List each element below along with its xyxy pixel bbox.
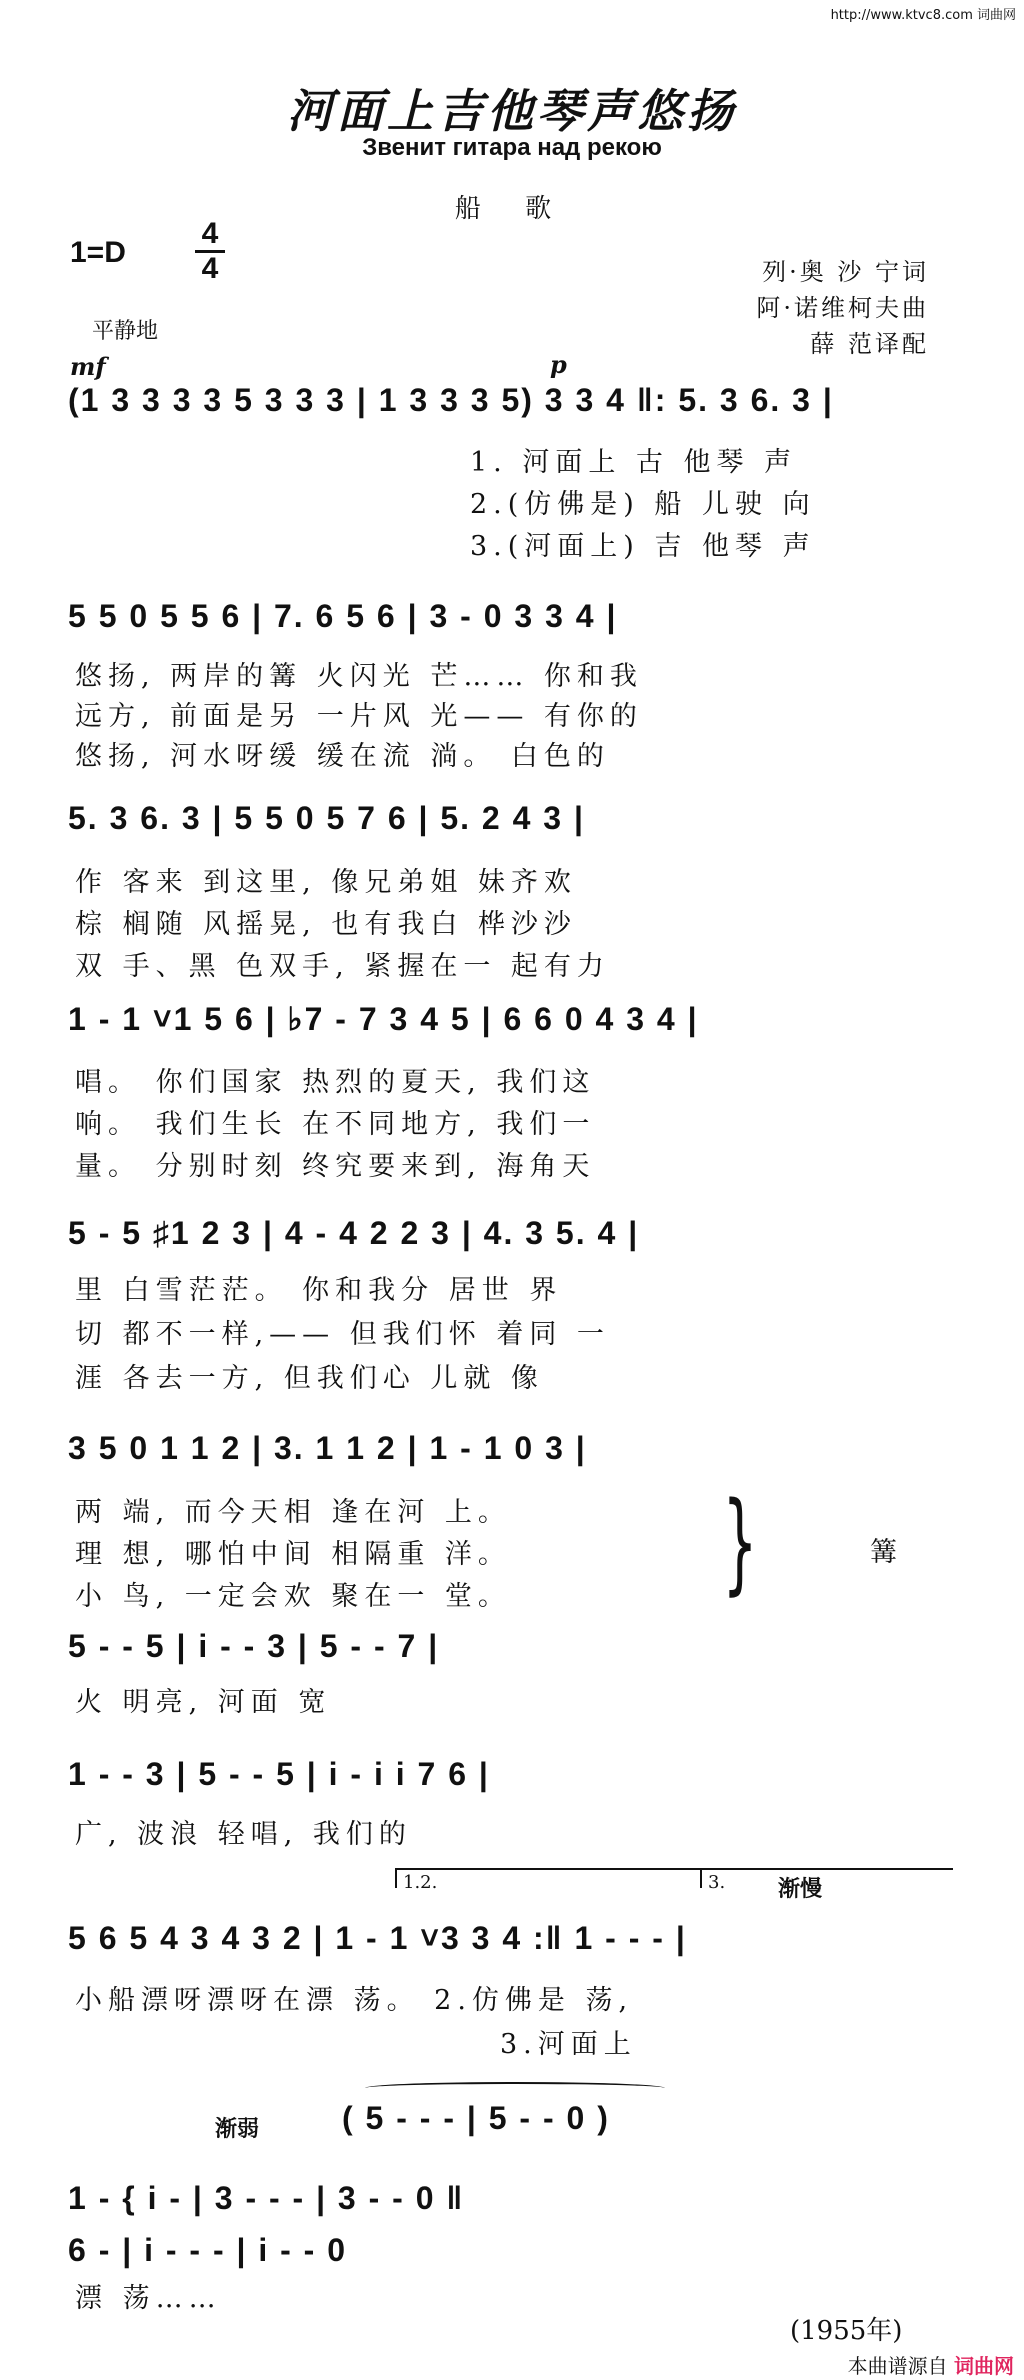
lyric-line: 广, 波浪 轻唱, 我们的	[75, 1819, 412, 1850]
year-label: (1955年)	[790, 2316, 903, 2346]
right-brace-icon: }	[722, 1478, 758, 1606]
credit-composer: 阿·诺维柯夫曲	[756, 294, 929, 322]
lyric-line: 响。 我们生长 在不同地方, 我们一	[75, 1109, 596, 1140]
lyric-line: 3.(河面上) 吉 他琴 声	[470, 531, 816, 562]
notation-row: 5 6 5 4 3 4 3 2 | 1 - 1 ˅3 3 4 :‖ 1 - - - |	[68, 1920, 687, 1956]
tie-arc	[365, 2082, 665, 2094]
notation-row: 5 5 0 5 5 6 | 7. 6 5 6 | 3 - 0 3 3 4 |	[68, 598, 618, 634]
volta-first-ending: 1.2.	[395, 1868, 703, 1888]
lyric-line: 小船漂呀漂呀在漂 荡。 2.仿佛是 荡,	[75, 1985, 634, 2016]
lyric-line: 唱。 你们国家 热烈的夏天, 我们这	[75, 1067, 596, 1098]
dim-mark: 渐弱	[215, 2116, 260, 2142]
notation-row: 3 5 0 1 1 2 | 3. 1 1 2 | 1 - 1 0 3 |	[68, 1430, 587, 1466]
lyric-line: 棕 榈随 风摇晃, 也有我白 桦沙沙	[75, 909, 577, 940]
notation-row: (1 3 3 3 3 5 3 3 3 | 1 3 3 3 5) 3 3 4 ‖: 5. 3 6. 3 |	[68, 382, 834, 418]
dynamic-mf: mf	[70, 352, 106, 381]
notation-row: 5. 3 6. 3 | 5 5 0 5 7 6 | 5. 2 4 3 |	[68, 800, 585, 836]
time-signature	[195, 217, 225, 285]
lyric-line: 远方, 前面是另 一片风 光—— 有你的	[75, 701, 643, 732]
credit-lyricist: 列·奥 沙 宁词	[762, 258, 929, 286]
meter-bottom: 4	[201, 252, 219, 285]
credit-translator: 薛 范译配	[810, 330, 929, 358]
lyric-line: 3.河面上	[500, 2029, 637, 2060]
notation-row: 5 - 5 ♯1 2 3 | 4 - 4 2 2 3 | 4. 3 5. 4 |	[68, 1215, 640, 1251]
lyric-line: 悠扬, 两岸的篝 火闪光 芒…… 你和我	[75, 661, 643, 692]
lyric-line: 量。 分别时刻 终究要来到, 海角天	[75, 1151, 596, 1182]
key-signature: 1=D	[70, 236, 126, 269]
lyric-line: 里 白雪茫茫。 你和我分 居世 界	[75, 1275, 563, 1306]
song-subtitle: Звенит гитара над рекою	[362, 134, 662, 161]
lyric-line: 理 想, 哪怕中间 相隔重 洋。	[75, 1539, 511, 1570]
lyric-line: 2.(仿佛是) 船 儿驶 向	[470, 489, 816, 520]
lyric-line: 两 端, 而今天相 逢在河 上。	[75, 1497, 511, 1528]
song-title: 河面上吉他琴声悠扬	[287, 84, 737, 138]
lyric-line: 1. 河面上 古 他琴 声	[470, 447, 798, 478]
watermark: http://www.ktvc8.com 词曲网	[830, 8, 1016, 23]
tempo-change-mark: 渐慢	[778, 1876, 823, 1902]
lyric-line: 漂 荡……	[75, 2283, 222, 2314]
volta-third-ending: 3.	[700, 1868, 953, 1888]
dynamic-p: p	[550, 350, 567, 379]
notation-row: 1 - 1 ˅1 5 6 | ♭7 - 7 3 4 5 | 6 6 0 4 3 4 |	[68, 1001, 699, 1037]
bracket-word: 篝	[870, 1537, 903, 1568]
notation-row: 1 - { i - | 3 - - - | 3 - - 0 ‖	[68, 2180, 465, 2216]
notation-row: 5 - - 5 | i - - 3 | 5 - - 7 |	[68, 1628, 440, 1664]
notation-row: 1 - - 3 | 5 - - 5 | i - i i 7 6 |	[68, 1756, 490, 1792]
lyric-line: 小 鸟, 一定会欢 聚在一 堂。	[75, 1581, 511, 1612]
lyric-line: 双 手、黑 色双手, 紧握在一 起有力	[75, 951, 610, 982]
notation-row: 6 - | i - - - | i - - 0	[68, 2232, 348, 2268]
source-brand: 词曲网	[954, 2354, 1014, 2378]
notation-row: ( 5 - - - | 5 - - 0 )	[342, 2100, 610, 2136]
lyric-line: 火 明亮, 河面 宽	[75, 1687, 332, 1718]
lyric-line: 作 客来 到这里, 像兄弟姐 妹齐欢	[75, 867, 577, 898]
lyric-line: 切 都不一样,—— 但我们怀 着同 一	[75, 1319, 610, 1350]
genre-label: 船 歌	[454, 194, 570, 224]
lyric-line: 涯 各去一方, 但我们心 儿就 像	[75, 1363, 544, 1394]
source-prefix: 本曲谱源自	[847, 2354, 948, 2378]
tempo-marking: 平静地	[92, 319, 159, 344]
lyric-line: 悠扬, 河水呀缓 缓在流 淌。 白色的	[75, 741, 610, 772]
source-credit	[848, 2350, 1014, 2379]
meter-top: 4	[201, 217, 219, 250]
